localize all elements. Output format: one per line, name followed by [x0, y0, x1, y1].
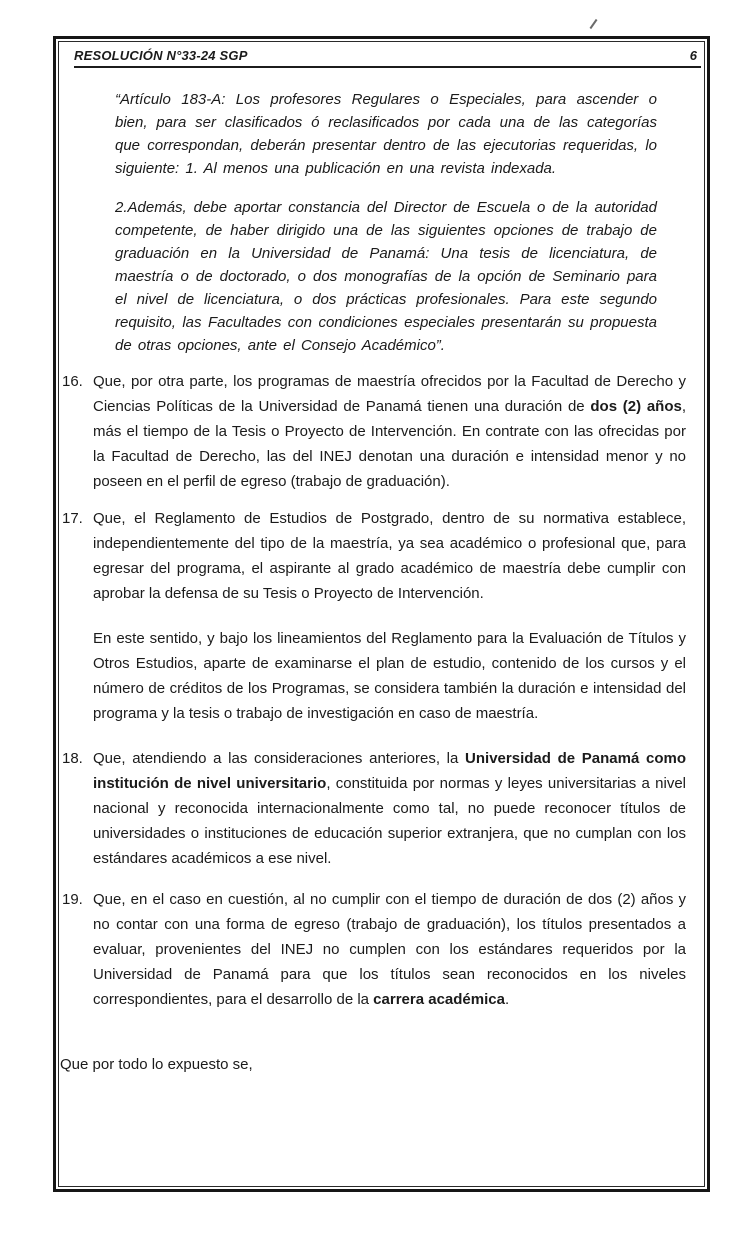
item-text-segment: Que, el Reglamento de Estudios de Postgrado, dentro de su normativa establece, independientemente del tipo de la maestría, ya sea académico o profesional que, para egresar del programa, el aspirante al grado académico de maestría debe cumplir con aprobar la defensa de su Tesis o Proyecto de Intervención. [93, 510, 686, 602]
list-item-16 [62, 369, 686, 494]
list-item-17 [62, 506, 686, 606]
item-text-segment: Que, atendiendo a las consideraciones anteriores, la [93, 750, 466, 767]
list-item-18 [62, 746, 686, 871]
closing-line: Que por todo lo expuesto se, [60, 1056, 253, 1073]
page-number: 6 [689, 48, 697, 63]
quote-paragraph-1: “Artículo 183-A: Los profesores Regulares o Especiales, para ascender o bien, para ser clasificados ó reclasificados por cada una de las categorías que correspondan, deberán presentar dentro de las ejecutorias requeridas, lo siguiente: 1. Al menos una publicación en una revista indexada. [115, 91, 657, 177]
item-number: 17. [62, 510, 83, 527]
item-text-segment: , constituida por normas y leyes universitarias a nivel nacional y reconocida internacionalmente como tal, no puede reconocer títulos de universidades o instituciones de educación superior extranjera, que no cumplan con los estándares académicos a ese nivel. [93, 775, 686, 867]
item-number: 18. [62, 750, 83, 767]
item-text [93, 369, 686, 494]
page-frame [53, 36, 710, 1192]
item-text-bold-segment: dos (2) años [590, 398, 682, 415]
page-header [74, 48, 701, 68]
item-number: 19. [62, 891, 83, 908]
item-text-bold-segment: Universidad de Panamá como institución de nivel universitario [93, 750, 687, 792]
quote-paragraph-2: 2.Además, debe aportar constancia del Director de Escuela o de la autoridad competente, de haber dirigido una de las siguientes opciones de trabajo de graduación en la Universidad de Panamá: Una tesis de licenciatura, de maestría o de doctorado, o dos monografías de la opción de Seminario para el nivel de licenciatura, o dos prácticas profesionales. Para este segundo requisito, las Facultades con condiciones especiales presentarán su propuesta de otras opciones, ante el Consejo Académico”. [115, 199, 657, 354]
item-text-segment: , más el tiempo de la Tesis o Proyecto de Intervención. En contrate con las ofrecidas por la Facultad de Derecho, las del INEJ denotan una duración e intensidad menor y no poseen en el perfil de egreso (trabajo de graduación). [93, 398, 686, 490]
list-item-19 [62, 887, 686, 1012]
header-title: RESOLUCIÓN N°33-24 SGP [74, 48, 248, 63]
item-text [93, 506, 686, 606]
continuation-paragraph: En este sentido, y bajo los lineamientos del Reglamento para la Evaluación de Títulos y Otros Estudios, aparte de examinarse el plan de estudio, contenido de los cursos y el número de créditos de los Programas, se considera también la duración e intensidad del programa y la tesis o trabajo de investigación en caso de maestría. [93, 630, 686, 722]
item-text-segment: Que, en el caso en cuestión, al no cumplir con el tiempo de duración de dos (2) años y no contar con una forma de egreso (trabajo de graduación), los títulos presentados a evaluar, provenientes del INEJ no cumplen con los estándares requeridos por la Universidad de Panamá para que los títulos sean reconocidos en los niveles correspondientes, para el desarrollo de la [93, 891, 686, 1008]
item-text [93, 887, 686, 1012]
page-frame-inner [58, 41, 705, 1187]
scan-artifact-mark [590, 19, 598, 29]
item-number: 16. [62, 373, 83, 390]
item-text [93, 746, 686, 871]
item-text-segment: . [504, 991, 510, 1008]
item-text-bold-segment: carrera académica [373, 991, 505, 1008]
item-text-segment: Que, por otra parte, los programas de maestría ofrecidos por la Facultad de Derecho y Ciencias Políticas de la Universidad de Panamá tienen una duración de [93, 373, 686, 415]
